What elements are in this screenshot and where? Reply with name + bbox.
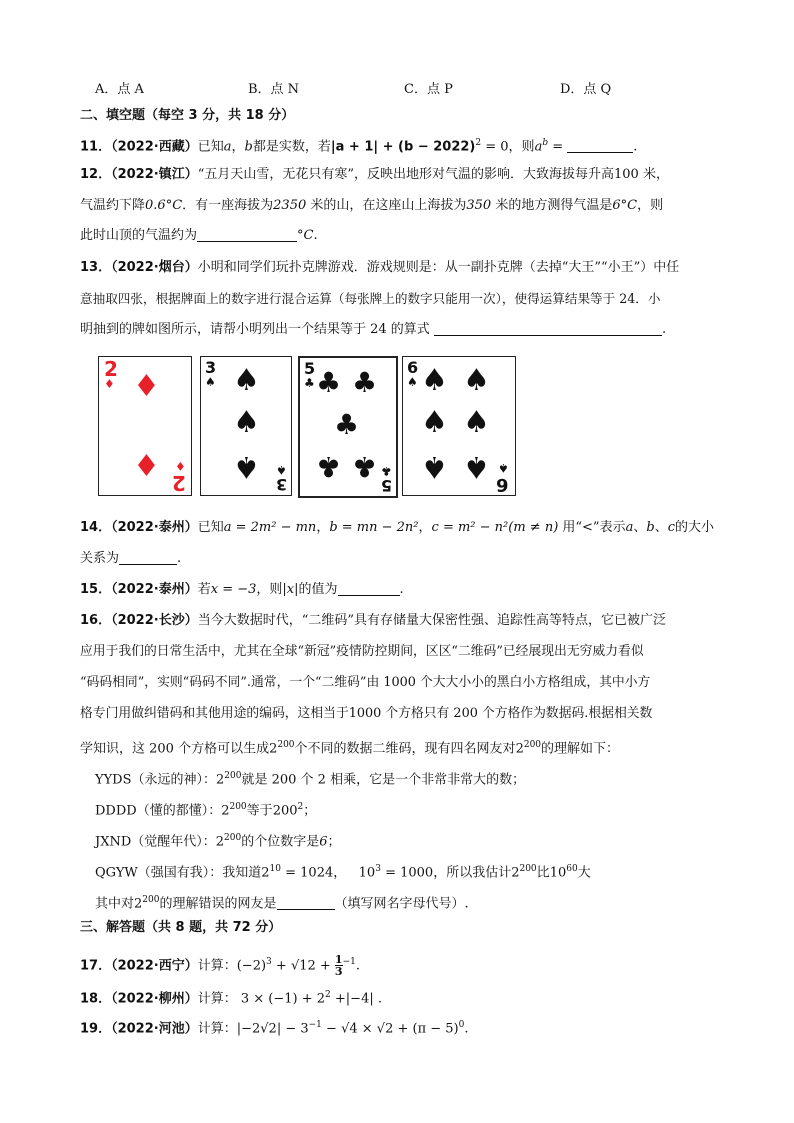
option-d: D．点 Q: [560, 82, 612, 97]
club-icon: ♣: [334, 408, 360, 441]
question-13-line-2: 意抽取四张，根据牌面上的数字进行混合运算（每张牌上的数字只能用一次），使得运算结果等于 24．小: [80, 291, 661, 306]
card-six-of-spades: [402, 356, 516, 496]
option-b: B．点 N: [248, 82, 300, 97]
diamond-icon: ♦: [133, 369, 160, 404]
question-16-line-4: 格专门用做纠错码和其他用途的编码，这相当于1000 个方格只有 200 个方格作为数据码.根据相关数: [80, 706, 653, 721]
netizen-yyds: YYDS（永远的神）：$2^{200}$就是 200 个 2 相乘，它是一个非常非常大的数；: [95, 771, 526, 788]
question-17: 17．（2022·西宁）计算：$(-2)^3 + √12$ + $\frac{1}{3}$ $^{-1}$.: [80, 953, 360, 979]
card-three-of-spades: [200, 356, 292, 496]
card-rank: 5: [380, 476, 392, 495]
question-16-line-2: 应用于我们的日常生活中，尤其在全球“新冠”疫情防控期间，区区“二维码”已经展现出无穷威力看似: [80, 644, 644, 659]
spade-icon: ♠: [233, 449, 260, 484]
diamond-icon: ♦: [133, 449, 160, 484]
answer-blank-12[interactable]: [197, 227, 297, 242]
club-icon: ♣: [316, 450, 342, 483]
question-16-line-3: “码码相同”，实则“码码不同”.通常，一个“二维码”由 1000 个大大小小的黑白小方格组成，其中小方: [80, 675, 651, 690]
question-12-line-1: 12．（2022·镇江）“五月天山雪，无花只有寒”，反映出地形对气温的影响．大致海拔每升高100 米，: [80, 167, 669, 182]
card-rank: 3: [275, 475, 287, 494]
diamond-icon: ♦: [104, 377, 115, 391]
spade-icon: ♠: [421, 449, 448, 484]
question-13-line-1: 13．（2022·烟台）小明和同学们玩扑克牌游戏．游戏规则是：从一副扑克牌（去掉“大王”“小王”）中任: [80, 260, 680, 275]
answer-blank-15[interactable]: [338, 581, 400, 596]
club-icon: ♣: [352, 450, 378, 483]
spade-icon: ♠: [233, 405, 260, 440]
netizen-qgyw: QGYW（强国有我）：我知道$2^{10} = 1024$， $10^3 = 1000$，所以我估计$2^{200}$比$10^{60}$大: [95, 864, 591, 881]
question-12-line-2: 气温约下降0.6°C．有一座海拔为2350 米的山，在这座山上海拔为350 米的地方测得气温是6°C，则: [80, 198, 664, 213]
question-11: 11．（2022·西藏）已知a，b都是实数，若$|a + 1| + (b - 2022)^2 = 0$，则$a^b$ = .: [80, 138, 638, 155]
spade-icon: ♠: [463, 363, 490, 398]
question-19: 19．（2022·河池）计算：$|-2√2| - 3^{-1} - √4 \times √2 + (\pi - 5)^0$.: [80, 1020, 469, 1037]
spade-icon: ♠: [498, 461, 509, 475]
option-c: C．点 P: [404, 82, 453, 97]
spade-icon: ♠: [205, 375, 216, 389]
answer-blank-16[interactable]: [277, 895, 335, 910]
option-a: A．点 A: [95, 82, 144, 97]
answer-blank-13[interactable]: [434, 321, 662, 336]
club-icon: ♣: [352, 366, 378, 399]
spade-icon: ♠: [407, 375, 418, 389]
spade-icon: ♠: [276, 463, 287, 477]
section-heading-answer: 三、解答题（共 8 题，共 72 分）: [80, 920, 282, 935]
question-14-line-1: 14．（2022·泰州）已知a = 2m² − mn，b = mn − 2n²，c = m² − n²(m ≠ n) 用“<”表示a、b、c的大小: [80, 520, 715, 535]
card-rank: 5: [304, 359, 316, 378]
question-15: 15．（2022·泰州）若x = −3，则|x|的值为 .: [80, 582, 404, 597]
question-14-line-2: 关系为 .: [80, 551, 182, 566]
club-icon: ♣: [304, 376, 315, 390]
card-two-of-diamonds: [98, 356, 192, 496]
card-rank: 2: [104, 357, 118, 381]
diamond-icon: ♦: [175, 459, 186, 473]
club-icon: ♣: [316, 366, 342, 399]
question-18: 18．（2022·柳州）计算： $3 \times (-1) + 2^2 +|-4|$ .: [80, 990, 382, 1007]
spade-icon: ♠: [421, 405, 448, 440]
card-rank: 6: [496, 474, 509, 495]
playing-cards-figure: [98, 356, 516, 496]
netizen-jxnd: JXND（觉醒年代）：$2^{200}$的个位数字是6；: [95, 833, 341, 850]
club-icon: ♣: [381, 464, 392, 478]
question-16-line-5: 学知识，这 200 个方格可以生成$2^{200}$个不同的数据二维码，现有四名网友对$2^{200}$的理解如下：: [80, 740, 620, 757]
spade-icon: ♠: [421, 363, 448, 398]
question-12-line-3: 此时山顶的气温约为 °C.: [80, 228, 318, 243]
answer-blank-14[interactable]: [119, 550, 177, 565]
card-rank: 6: [407, 358, 419, 377]
card-five-of-clubs: [298, 356, 398, 498]
question-16-line-1: 16．（2022·长沙）当今大数据时代，“二维码”具有存储量大保密性强、追踪性高等特点，它已被广泛: [80, 613, 667, 628]
card-rank: 3: [205, 358, 217, 377]
spade-icon: ♠: [233, 363, 260, 398]
spade-icon: ♠: [463, 449, 490, 484]
question-16-last-line: 其中对$2^{200}$的理解错误的网友是 （填写网名字母代号）.: [95, 895, 469, 912]
card-rank: 2: [172, 471, 186, 495]
netizen-dddd: DDDD（懂的都懂）：$2^{200}$等于$200^2$；: [95, 802, 317, 819]
answer-blank-11[interactable]: [567, 138, 633, 153]
question-13-line-3: 明抽到的牌如图所示，请帮小明列出一个结果等于 24 的算式 .: [80, 322, 667, 337]
section-heading-fill-in: 二、填空题（每空 3 分，共 18 分）: [80, 108, 295, 123]
spade-icon: ♠: [463, 405, 490, 440]
